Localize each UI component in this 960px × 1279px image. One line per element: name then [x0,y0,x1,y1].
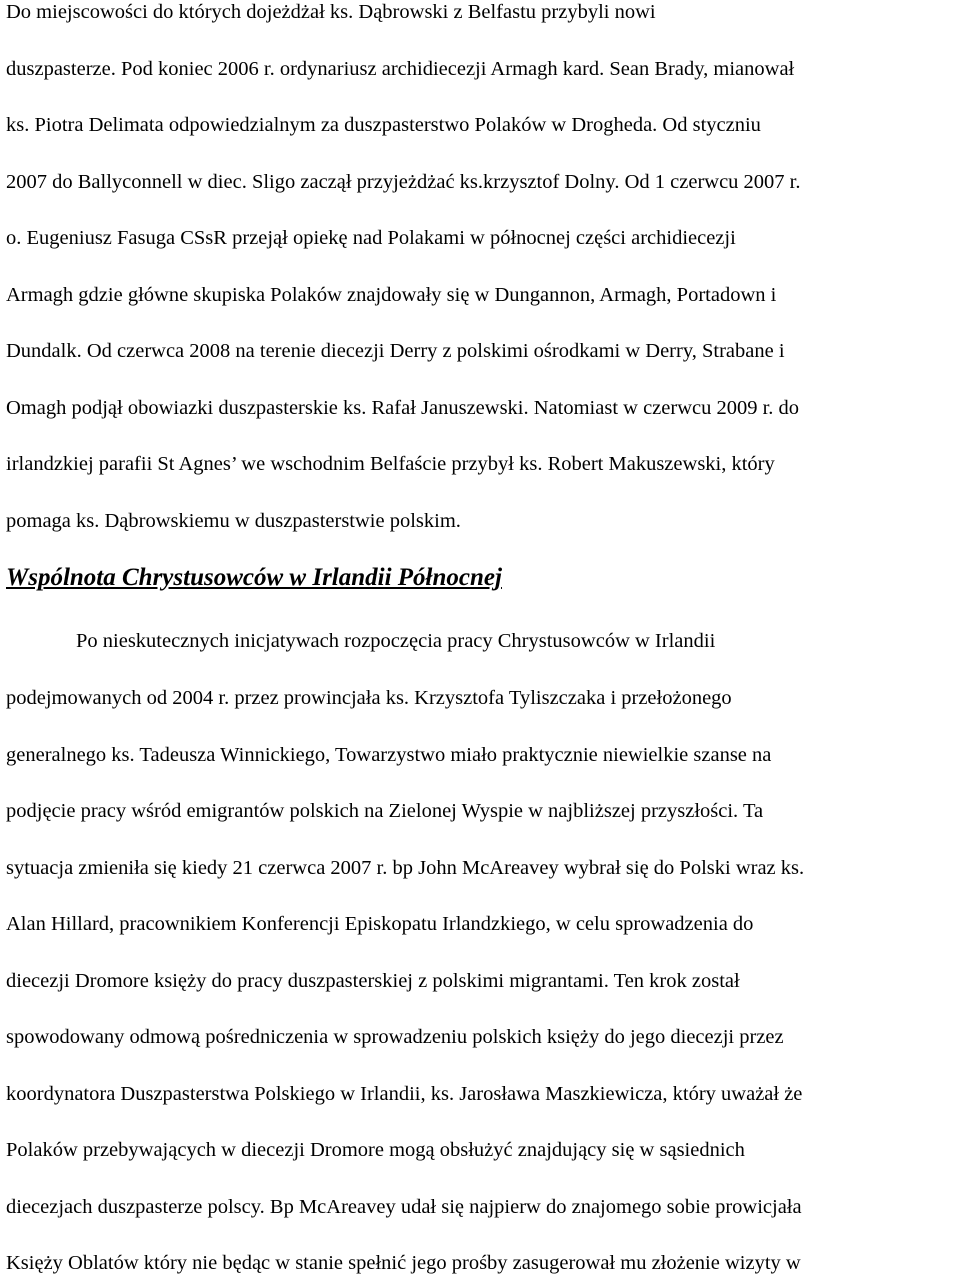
paragraph-1-line-8: Omagh podjął obowiazki duszpasterskie ks. Rafał Januszewski. Natomiast w czerwcu 2009 r. do [6,397,800,419]
paragraph-2-line-3: generalnego ks. Tadeusza Winnickiego, Towarzystwo miało praktycznie niewielkie szanse na [6,744,772,766]
paragraph-1-line-2: duszpasterze. Pod koniec 2006 r. ordynariusz archidiecezji Armagh kard. Sean Brady, mianował [6,58,795,80]
paragraph-1-line-1: Do miejscowości do których dojeżdżał ks. Dąbrowski z Belfastu przybyli nowi [6,1,656,23]
paragraph-1-line-6: Armagh gdzie główne skupiska Polaków znajdowały się w Dungannon, Armagh, Portadown i [6,284,777,306]
paragraph-2-line-6: Alan Hillard, pracownikiem Konferencji Episkopatu Irlandzkiego, w celu sprowadzenia do [6,913,754,935]
section-heading: Wspólnota Chrystusowców w Irlandii Północnej [6,564,502,591]
paragraph-2-line-7: diecezji Dromore księży do pracy duszpasterskiej z polskimi migrantami. Ten krok został [6,970,740,992]
paragraph-1-line-7: Dundalk. Od czerwca 2008 na terenie diecezji Derry z polskimi ośrodkami w Derry, Strabane i [6,340,785,362]
paragraph-1-line-10: pomaga ks. Dąbrowskiemu w duszpasterstwie polskim. [6,510,461,532]
paragraph-2-line-4: podjęcie pracy wśród emigrantów polskich na Zielonej Wyspie w najbliższej przyszłości. Ta [6,800,764,822]
paragraph-2-line-2: podejmowanych od 2004 r. przez prowincjała ks. Krzysztofa Tyliszczaka i przełożonego [6,687,732,709]
paragraph-2-line-9: koordynatora Duszpasterstwa Polskiego w Irlandii, ks. Jarosława Maszkiewicza, który uważał że [6,1083,803,1105]
paragraph-2-line-11: diecezjach duszpasterze polscy. Bp McAreavey udał się najpierw do znajomego sobie prowicjała [6,1196,802,1218]
paragraph-2-line-8: spowodowany odmową pośredniczenia w sprowadzeniu polskich księży do jego diecezji przez [6,1026,784,1048]
paragraph-2-line-12: Księży Oblatów który nie będąc w stanie spełnić jego prośby zasugerował mu złożenie wizyty w [6,1252,801,1274]
paragraph-1-line-4: 2007 do Ballyconnell w diec. Sligo zaczął przyjeżdżać ks.krzysztof Dolny. Od 1 czerwcu 2007 r. [6,171,801,193]
paragraph-2-line-1: Po nieskutecznych inicjatywach rozpoczęcia pracy Chrystusowców w Irlandii [76,630,716,652]
paragraph-1-line-3: ks. Piotra Delimata odpowiedzialnym za duszpasterstwo Polaków w Drogheda. Od styczniu [6,114,761,136]
paragraph-1-line-9: irlandzkiej parafii St Agnes’ we wschodnim Belfaście przybył ks. Robert Makuszewski, który [6,453,775,475]
paragraph-1-line-5: o. Eugeniusz Fasuga CSsR przejął opiekę nad Polakami w północnej części archidiecezji [6,227,736,249]
paragraph-2-line-10: Polaków przebywających w diecezji Dromore mogą obsłużyć znajdujący się w sąsiednich [6,1139,745,1161]
paragraph-2-line-5: sytuacja zmieniła się kiedy 21 czerwca 2007 r. bp John McAreavey wybrał się do Polski wraz ks. [6,857,805,879]
